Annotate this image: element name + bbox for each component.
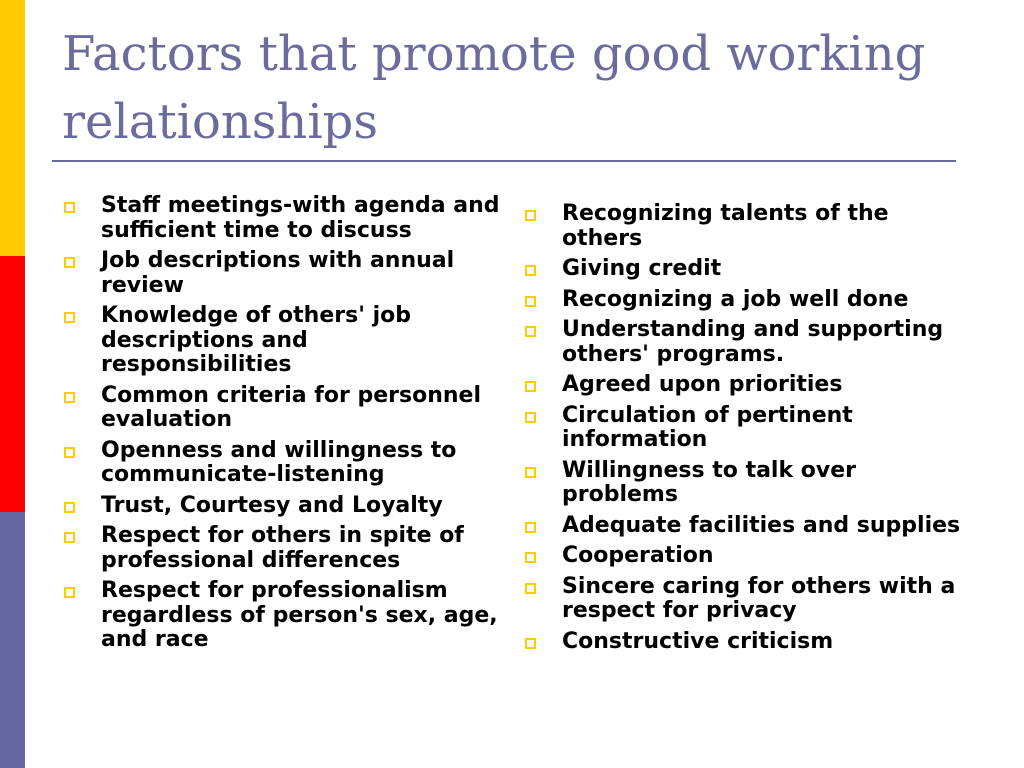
square-bullet-icon — [525, 381, 536, 392]
square-bullet-icon — [525, 296, 536, 307]
title-divider — [52, 160, 956, 162]
list-item — [523, 288, 963, 313]
list-item — [62, 524, 502, 573]
accent-stripe-yellow — [0, 0, 25, 256]
list-item-text: Adequate facilities and supplies — [562, 512, 961, 538]
list-item-text: Recognizing talents of the others — [562, 201, 889, 251]
list-item-text: Sincere caring for others with a respect for privacy — [562, 573, 956, 623]
list-item — [62, 579, 502, 653]
square-bullet-icon — [525, 412, 536, 423]
square-bullet-icon — [64, 257, 75, 268]
left-bullet-list — [62, 194, 502, 659]
square-bullet-icon — [64, 202, 75, 213]
square-bullet-icon — [525, 265, 536, 276]
list-item-text: Agreed upon priorities — [562, 372, 843, 397]
list-item-text: Job descriptions with annual review — [101, 248, 455, 298]
square-bullet-icon — [64, 392, 75, 403]
list-item — [523, 544, 963, 569]
list-item-text: Knowledge of others' job descriptions and responsibilities — [101, 303, 411, 377]
list-item-text: Understanding and supporting others' programs. — [562, 317, 944, 367]
list-item-text: Willingness to talk over problems — [562, 457, 856, 507]
list-item-text: Openness and willingness to communicate-listening — [101, 437, 457, 487]
list-item-text: Cooperation — [562, 543, 714, 568]
square-bullet-icon — [64, 502, 75, 513]
square-bullet-icon — [64, 532, 75, 543]
list-item — [523, 514, 963, 539]
square-bullet-icon — [64, 447, 75, 458]
list-item-text: Trust, Courtesy and Loyalty — [101, 492, 443, 518]
list-item — [62, 194, 502, 243]
list-item — [523, 373, 963, 398]
list-item-text: Giving credit — [562, 256, 722, 281]
list-item-text: Constructive criticism — [562, 628, 834, 654]
list-item-text: Staff meetings-with agenda and sufficient time to discuss — [101, 193, 500, 243]
accent-stripe-blue — [0, 512, 25, 768]
list-item — [523, 459, 963, 508]
square-bullet-icon — [525, 522, 536, 533]
list-item — [523, 575, 963, 624]
list-item-text: Recognizing a job well done — [562, 286, 909, 312]
list-item — [523, 257, 963, 282]
square-bullet-icon — [525, 210, 536, 221]
list-item — [62, 384, 502, 433]
list-item — [62, 304, 502, 378]
list-item — [523, 318, 963, 367]
square-bullet-icon — [525, 552, 536, 563]
list-item-text: Circulation of pertinent information — [562, 402, 853, 452]
accent-stripe-red — [0, 256, 25, 512]
square-bullet-icon — [525, 467, 536, 478]
list-item — [523, 404, 963, 453]
list-item-text: Respect for professionalism regardless of person's sex, age, and race — [101, 578, 498, 652]
square-bullet-icon — [525, 326, 536, 337]
list-item-text: Respect for others in spite of professional differences — [101, 523, 464, 573]
list-item — [62, 439, 502, 488]
list-item — [62, 249, 502, 298]
square-bullet-icon — [64, 587, 75, 598]
right-bullet-list — [523, 202, 963, 660]
list-item-text: Common criteria for personnel evaluation — [101, 382, 482, 432]
list-item — [62, 494, 502, 519]
list-item — [523, 630, 963, 655]
square-bullet-icon — [64, 312, 75, 323]
slide-title: Factors that promote good working relationships — [62, 26, 926, 150]
list-item — [523, 202, 963, 251]
square-bullet-icon — [525, 638, 536, 649]
square-bullet-icon — [525, 583, 536, 594]
